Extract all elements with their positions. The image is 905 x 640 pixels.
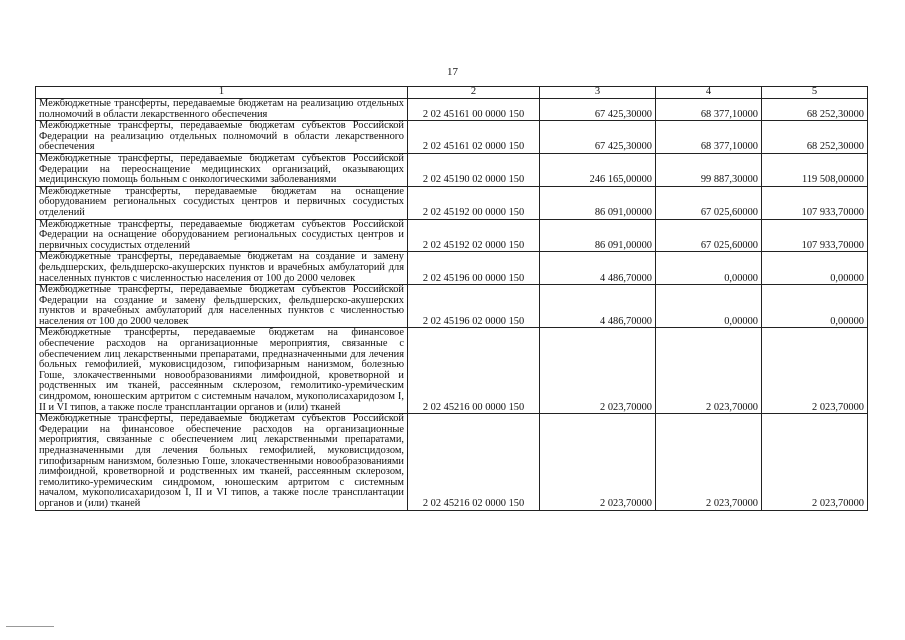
- row-value-col4: 68 377,10000: [656, 99, 762, 121]
- column-header: 2: [408, 87, 540, 99]
- row-value-col4: 0,00000: [656, 252, 762, 285]
- row-description: Межбюджетные трансферты, передаваемые бюджетам субъектов Российской Федерации на финансовое обеспечение расходов на организационные мероприятия, связанные с обеспечением лиц лекарственными препаратами, предназначенными для лечения больных гемофилией, муковисцидозом, гипофизарным нанизмом, болезнью Гоше, злокачественными новообразованиями лимфоидной, кроветворной и родственных им тканей, рассеянным склерозом, гемолитико-уремическим синдромом, юношеским артритом с системным началом, мукополисахаридозом I, II и VI типов, а также после трансплантации органов и (или) тканей: [36, 414, 408, 510]
- row-value-col4: 67 025,60000: [656, 186, 762, 219]
- row-value-col3: 246 165,00000: [540, 153, 656, 186]
- table-row: [36, 219, 868, 252]
- row-value-col5: 2 023,70000: [762, 328, 868, 414]
- row-value-col5: 0,00000: [762, 285, 868, 328]
- table-row: [36, 328, 868, 414]
- row-value-col4: 99 887,30000: [656, 153, 762, 186]
- table-row: [36, 99, 868, 121]
- row-value-col5: 2 023,70000: [762, 414, 868, 510]
- table-row: [36, 414, 868, 510]
- row-description: Межбюджетные трансферты, передаваемые бюджетам субъектов Российской Федерации на оснащение оборудованием региональных сосудистых центров и первичных сосудистых отделений: [36, 219, 408, 252]
- budget-table: [35, 86, 868, 511]
- table-row: [36, 252, 868, 285]
- row-value-col4: 68 377,10000: [656, 121, 762, 154]
- row-value-col3: 2 023,70000: [540, 414, 656, 510]
- table-row: [36, 285, 868, 328]
- row-description: Межбюджетные трансферты, передаваемые бюджетам на финансовое обеспечение расходов на организационные мероприятия, связанные с обеспечением лиц лекарственными препаратами, предназначенными для лечения больных гемофилией, муковисцидозом, гипофизарным нанизмом, болезнью Гоше, злокачественными новообразованиями лимфоидной, кроветворной и родственных им тканей, рассеянным склерозом, гемолитико-уремическим синдромом, юношеским артритом с системным началом, мукополисахаридозом I, II и VI типов, а также после трансплантации органов и (или) тканей: [36, 328, 408, 414]
- row-value-col4: 2 023,70000: [656, 328, 762, 414]
- row-value-col5: 68 252,30000: [762, 121, 868, 154]
- row-budget-code: 2 02 45192 02 0000 150: [408, 219, 540, 252]
- column-header: 1: [36, 87, 408, 99]
- row-description: Межбюджетные трансферты, передаваемые бюджетам на оснащение оборудованием региональных сосудистых центров и первичных сосудистых отделений: [36, 186, 408, 219]
- row-value-col5: 107 933,70000: [762, 186, 868, 219]
- column-header: 4: [656, 87, 762, 99]
- row-budget-code: 2 02 45190 02 0000 150: [408, 153, 540, 186]
- row-value-col3: 4 486,70000: [540, 285, 656, 328]
- header-row: [36, 87, 868, 99]
- row-budget-code: 2 02 45216 00 0000 150: [408, 328, 540, 414]
- table-row: [36, 186, 868, 219]
- column-header: 3: [540, 87, 656, 99]
- row-budget-code: 2 02 45196 00 0000 150: [408, 252, 540, 285]
- row-value-col5: 107 933,70000: [762, 219, 868, 252]
- page-number: 17: [447, 66, 458, 78]
- row-description: Межбюджетные трансферты, передаваемые бюджетам субъектов Российской Федерации на переоснащение медицинских организаций, оказывающих медицинскую помощь больным с онкологическими заболеваниями: [36, 153, 408, 186]
- row-value-col4: 2 023,70000: [656, 414, 762, 510]
- table-row: [36, 153, 868, 186]
- row-description: Межбюджетные трансферты, передаваемые бюджетам субъектов Российской Федерации на реализацию отдельных полномочий в области лекарственного обеспечения: [36, 121, 408, 154]
- row-value-col4: 0,00000: [656, 285, 762, 328]
- column-header: 5: [762, 87, 868, 99]
- row-budget-code: 2 02 45216 02 0000 150: [408, 414, 540, 510]
- row-value-col3: 67 425,30000: [540, 121, 656, 154]
- table-row: [36, 121, 868, 154]
- row-value-col3: 67 425,30000: [540, 99, 656, 121]
- row-value-col4: 67 025,60000: [656, 219, 762, 252]
- row-budget-code: 2 02 45161 00 0000 150: [408, 99, 540, 121]
- row-value-col3: 86 091,00000: [540, 219, 656, 252]
- row-description: Межбюджетные трансферты, передаваемые бюджетам субъектов Российской Федерации на создание и замену фельдшерских, фельдшерско-акушерских пунктов и врачебных амбулаторий для населенных пунктов с численностью населения от 100 до 2000 человек: [36, 285, 408, 328]
- row-value-col5: 119 508,00000: [762, 153, 868, 186]
- row-budget-code: 2 02 45196 02 0000 150: [408, 285, 540, 328]
- row-value-col5: 0,00000: [762, 252, 868, 285]
- row-budget-code: 2 02 45161 02 0000 150: [408, 121, 540, 154]
- row-value-col5: 68 252,30000: [762, 99, 868, 121]
- row-description: Межбюджетные трансферты, передаваемые бюджетам на реализацию отдельных полномочий в области лекарственного обеспечения: [36, 99, 408, 121]
- row-budget-code: 2 02 45192 00 0000 150: [408, 186, 540, 219]
- row-description: Межбюджетные трансферты, передаваемые бюджетам на создание и замену фельдшерских, фельдшерско-акушерских пунктов и врачебных амбулаторий для населенных пунктов с численностью населения от 100 до 2000 человек: [36, 252, 408, 285]
- row-value-col3: 86 091,00000: [540, 186, 656, 219]
- row-value-col3: 4 486,70000: [540, 252, 656, 285]
- footnote-rule: [6, 626, 54, 627]
- row-value-col3: 2 023,70000: [540, 328, 656, 414]
